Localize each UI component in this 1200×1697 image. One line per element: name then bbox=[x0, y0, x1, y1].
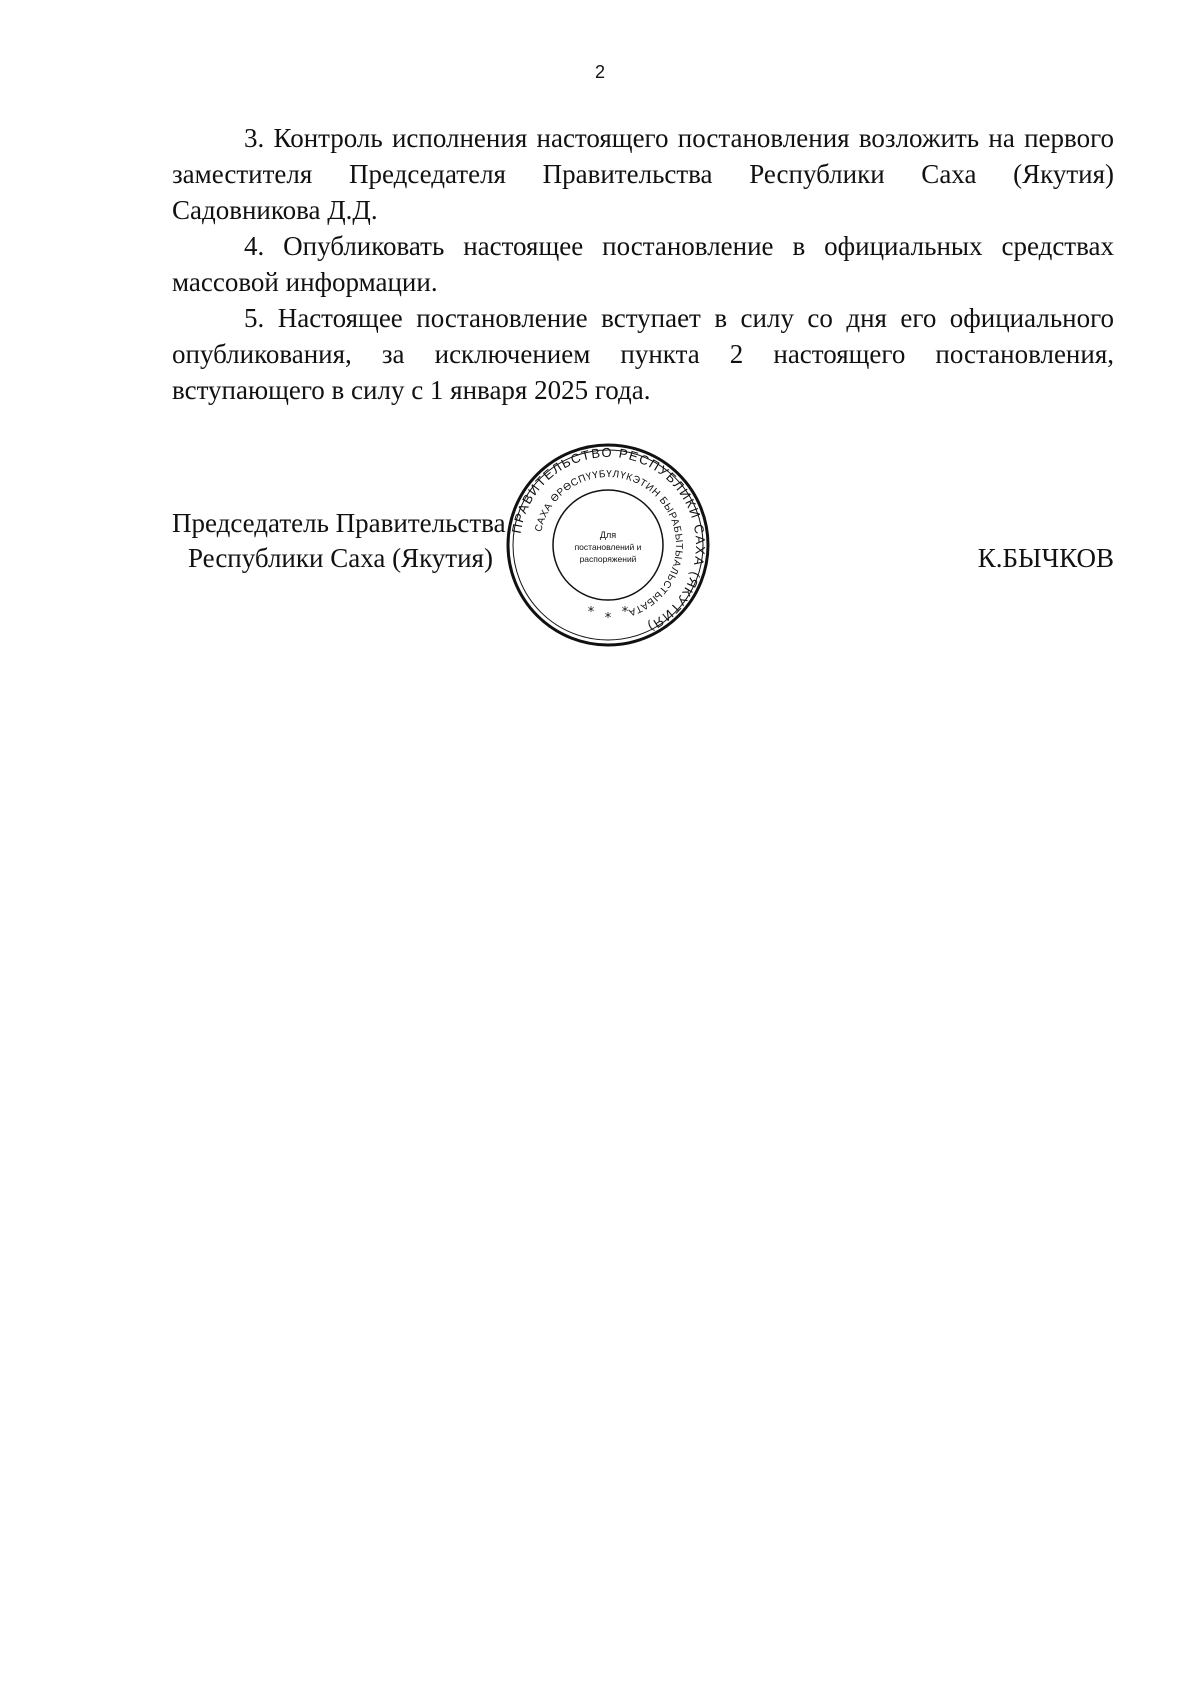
paragraph-4: 4. Опубликовать настоящее постановление в официальных средствах массовой информации. bbox=[172, 231, 1114, 297]
seal-inner-ring-text: САХА ӨРӨСПҮҮБҮЛҮКЭТИН БЫРАБЫТЫАЛЬСТЫБАТА bbox=[533, 468, 685, 618]
official-seal bbox=[505, 442, 711, 648]
seal-stars-icon bbox=[588, 605, 629, 626]
seal-center-line3: распоряжений bbox=[579, 554, 637, 564]
svg-text:*: * bbox=[587, 605, 595, 620]
seal-outer-text: ПРАВИТЕЛЬСТВО РЕСПУБЛИКИ САХА (ЯКУТИЯ) bbox=[508, 444, 709, 636]
signature-position bbox=[172, 506, 506, 576]
seal-center-line1: Для bbox=[599, 530, 617, 540]
paragraph-5: 5. Настоящее постановление вступает в силу со дня его официального опубликования, за исключением пункта 2 настоящего постановления, вступающего в силу с 1 января 2025 года. bbox=[172, 303, 1114, 405]
signature-position-line1: Председатель Правительства bbox=[172, 508, 506, 538]
signature-position-line2: Республики Саха (Якутия) bbox=[188, 543, 493, 573]
document-body bbox=[172, 120, 1114, 408]
svg-text:*: * bbox=[621, 605, 629, 620]
paragraph-3: 3. Контроль исполнения настоящего постановления возложить на первого заместителя Председателя Правительства Республики Саха (Якутия) Садовникова Д.Д. bbox=[172, 123, 1114, 225]
seal-center-line2: постановлений и bbox=[574, 542, 642, 552]
page-number: 2 bbox=[594, 62, 605, 82]
svg-text:*: * bbox=[604, 611, 612, 626]
signer-name: К.БЫЧКОВ bbox=[977, 543, 1114, 573]
